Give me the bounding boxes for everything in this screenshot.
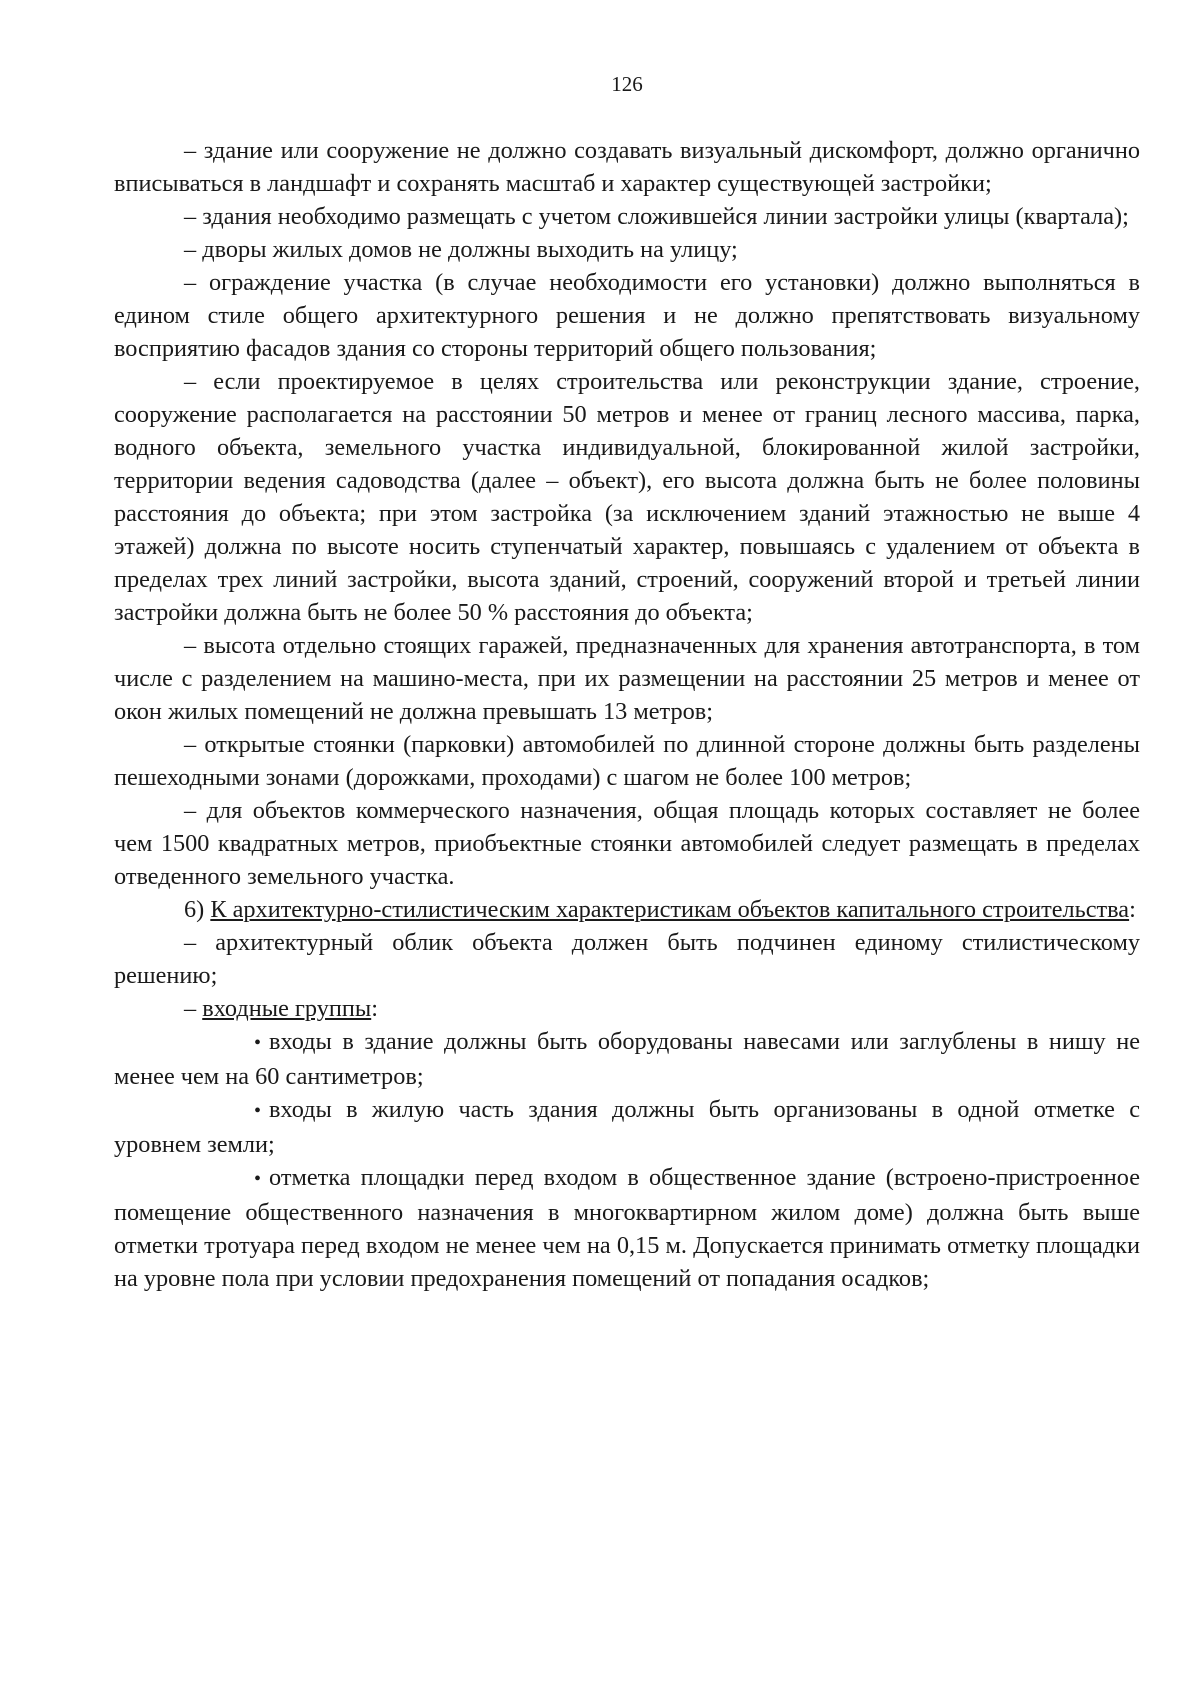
paragraph: – здание или сооружение не должно создавать визуальный дискомфорт, должно органично вписываться в ландшафт и сохранять масштаб и характер существующей застройки; [114,137,1140,197]
paragraph: – открытые стоянки (парковки) автомобилей по длинной стороне должны быть разделены пешеходными зонами (дорожками, проходами) с шагом не более 100 метров; [114,731,1140,791]
page-number: 126 [611,72,643,96]
bullet-text: входы в жилую часть здания должны быть организованы в одной отметке с уровнем земли; [114,1096,1140,1158]
entrance-colon: : [371,995,378,1022]
paragraph: – здания необходимо размещать с учетом сложившейся линии застройки улицы (квартала); [184,203,1129,230]
bullet-icon: • [254,1032,262,1054]
paragraph: – высота отдельно стоящих гаражей, предназначенных для хранения автотранспорта, в том числе с разделением на машино-места, при их размещении на расстоянии 25 метров и менее от окон жилых помещений не должна превышать 13 метров; [114,632,1140,725]
entrance-groups-label: входные группы [202,995,372,1022]
section-heading [114,893,1140,926]
entrance-groups-heading [114,992,1140,1025]
section-number: 6) [184,896,205,923]
bullet-text: входы в здание должны быть оборудованы навесами или заглублены в нишу не менее чем на 60 сантиметров; [114,1028,1140,1090]
bullet-icon: • [254,1168,262,1190]
entrance-dash: – [184,995,197,1022]
paragraph: – для объектов коммерческого назначения, общая площадь которых составляет не более чем 1500 квадратных метров, приобъектные стоянки автомобилей следует размещать в пределах отведенного земельного участка. [114,797,1140,890]
paragraph: – ограждение участка (в случае необходимости его установки) должно выполняться в едином стиле общего архитектурного решения и не должно препятствовать визуальному восприятию фасадов здания со стороны территорий общего пользования; [114,269,1140,362]
document-body [114,134,1140,1295]
bullet-icon: • [254,1100,262,1122]
bullet-item [114,1093,1140,1161]
bullet-item [114,1161,1140,1295]
bullet-item [114,1025,1140,1093]
paragraph: – если проектируемое в целях строительства или реконструкции здание, строение, сооружение располагается на расстоянии 50 метров и менее от границ лесного массива, парка, водного объекта, земельного участка индивидуальной, блокированной жилой застройки, территории ведения садоводства (далее – объект), его высота должна быть не более половины расстояния до объекта; при этом застройка (за исключением зданий этажностью не выше 4 этажей) должна по высоте носить ступенчатый характер, повышаясь с удалением от объекта в пределах трех линий застройки, высота зданий, строений, сооружений второй и третьей линии застройки должна быть не более 50 % расстояния до объекта; [114,368,1140,626]
paragraph: – дворы жилых домов не должны выходить на улицу; [184,236,738,263]
bullet-text: отметка площадки перед входом в общественное здание (встроено-пристроенное помещение общественного назначения в многоквартирном жилом доме) должна быть выше отметки тротуара перед входом не менее чем на 0,15 м. Допускается принимать отметку площадки на уровне пола при условии предохранения помещений от попадания осадков; [114,1164,1140,1292]
section-heading-text: К архитектурно-стилистическим характеристикам объектов капитального строительства [210,896,1130,923]
paragraph: – архитектурный облик объекта должен быть подчинен единому стилистическому решению; [114,929,1140,989]
section-heading-colon: : [1129,896,1136,923]
